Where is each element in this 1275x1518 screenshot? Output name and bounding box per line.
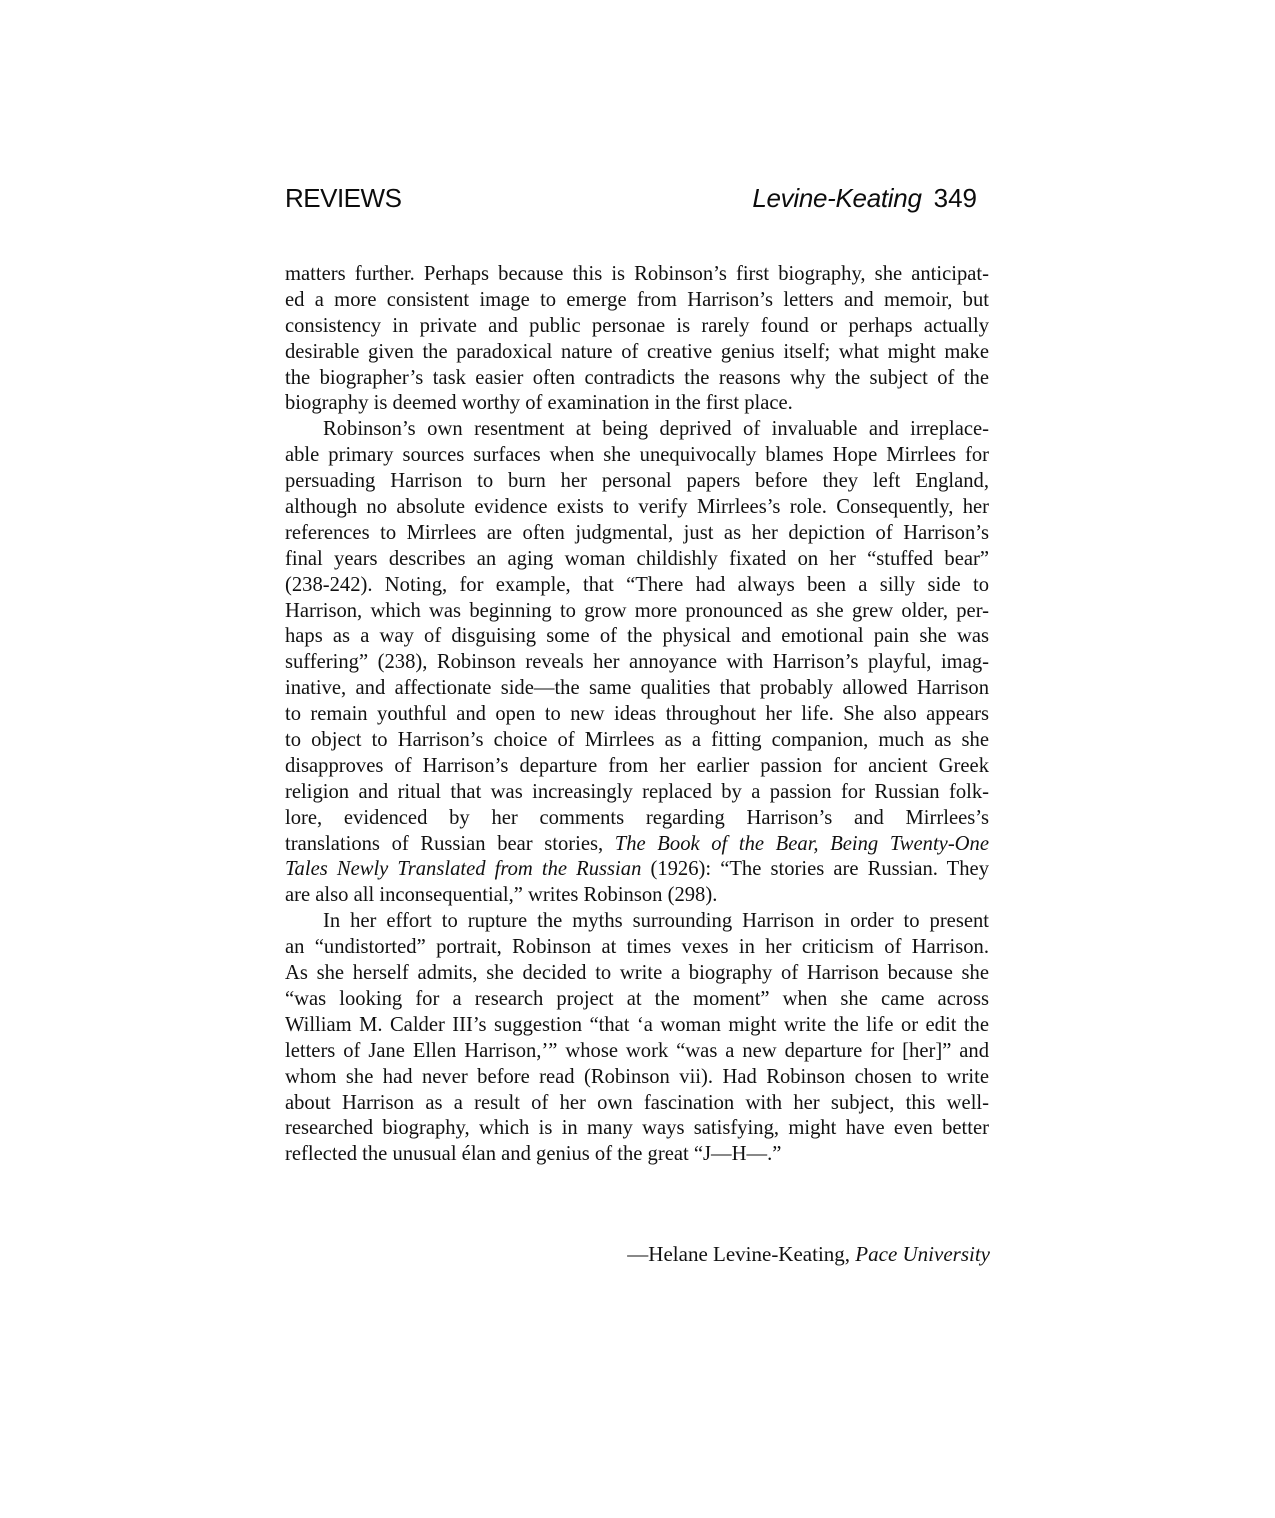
running-author: Levine-Keating	[752, 183, 922, 213]
text-line: Robinson’s own resentment at being deprived of invaluable and irreplace-	[323, 418, 989, 441]
text-line: inative, and affectionate side—the same qualities that probably allowed Harrison	[285, 677, 989, 700]
text-line: William M. Calder III’s suggestion “that ‘a woman might write the life or edit the	[285, 1013, 989, 1036]
text-line: Harrison, which was beginning to grow more pronounced as she grew older, per-	[285, 599, 989, 622]
text-line: persuading Harrison to burn her personal papers before they left England,	[285, 470, 989, 493]
text-line: matters further. Perhaps because this is Robinson’s first biography, she anticipat-	[285, 263, 989, 285]
text-line: haps as a way of disguising some of the physical and emotional pain she was	[285, 625, 989, 648]
text-line: consistency in private and public personae is rarely found or perhaps actually	[285, 314, 989, 337]
paragraph	[285, 262, 989, 417]
text-line: to object to Harrison’s choice of Mirrlees as a fitting companion, much as she	[285, 729, 989, 752]
text-line: are also all inconsequential,” writes Robinson (298).	[285, 884, 718, 907]
text-line: “was looking for a research project at the moment” when she came across	[285, 987, 989, 1010]
text-line: lore, evidenced by her comments regarding Harrison’s and Mirrlees’s	[285, 806, 989, 829]
article-body	[285, 262, 989, 1168]
running-header	[285, 183, 977, 219]
text-line: desirable given the paradoxical nature of creative genius itself; what might make	[285, 340, 989, 363]
text-line: biography is deemed worthy of examination in the first place.	[285, 392, 793, 415]
text-run: translations of Russian bear stories,	[285, 832, 615, 855]
reviewer-signature	[627, 1242, 990, 1267]
section-title: REVIEWS	[285, 183, 402, 213]
text-line: religion and ritual that was increasingly replaced by a passion for Russian folk-	[285, 780, 989, 803]
book-title: Tales Newly Translated from the Russian	[285, 858, 642, 881]
paragraph	[285, 417, 989, 909]
text-line: (238-242). Noting, for example, that “There had always been a silly side to	[285, 573, 989, 596]
text-line: reflected the unusual élan and genius of the great “J—H—.”	[285, 1143, 782, 1166]
reviewer-name: —Helane Levine-Keating,	[627, 1242, 856, 1266]
text-line-with-title	[285, 832, 989, 858]
text-line: suffering” (238), Robinson reveals her annoyance with Harrison’s playful, imag-	[285, 651, 989, 674]
text-line: references to Mirrlees are often judgmental, just as her depiction of Harrison’s	[285, 521, 989, 544]
text-run: (1926): “The stories are Russian. They	[641, 858, 989, 881]
reviewer-affiliation: Pace University	[855, 1242, 990, 1266]
text-line: letters of Jane Ellen Harrison,’” whose work “was a new departure for [her]” and	[285, 1039, 989, 1062]
text-line: In her effort to rupture the myths surrounding Harrison in order to present	[323, 910, 989, 933]
text-line: an “undistorted” portrait, Robinson at times vexes in her criticism of Harrison.	[285, 936, 989, 959]
book-title: The Book of the Bear, Being Twenty-One	[614, 832, 989, 855]
text-line: whom she had never before read (Robinson vii). Had Robinson chosen to write	[285, 1065, 989, 1088]
text-line: researched biography, which is in many ways satisfying, might have even better	[285, 1117, 989, 1140]
text-line: ed a more consistent image to emerge from Harrison’s letters and memoir, but	[285, 288, 989, 311]
header-right	[752, 183, 977, 214]
paragraph	[285, 909, 989, 1168]
text-line: about Harrison as a result of her own fascination with her subject, this well-	[285, 1091, 989, 1114]
text-line: the biographer’s task easier often contradicts the reasons why the subject of the	[285, 366, 989, 389]
text-line: able primary sources surfaces when she unequivocally blames Hope Mirrlees for	[285, 444, 989, 467]
text-line: although no absolute evidence exists to verify Mirrlees’s role. Consequently, her	[285, 496, 989, 519]
text-line: final years describes an aging woman childishly fixated on her “stuffed bear”	[285, 547, 989, 570]
text-line-with-title	[285, 857, 989, 883]
text-line: As she herself admits, she decided to write a biography of Harrison because she	[285, 962, 989, 985]
text-line: to remain youthful and open to new ideas throughout her life. She also appears	[285, 703, 989, 726]
text-line: disapproves of Harrison’s departure from her earlier passion for ancient Greek	[285, 754, 989, 777]
page-number: 349	[933, 183, 977, 213]
